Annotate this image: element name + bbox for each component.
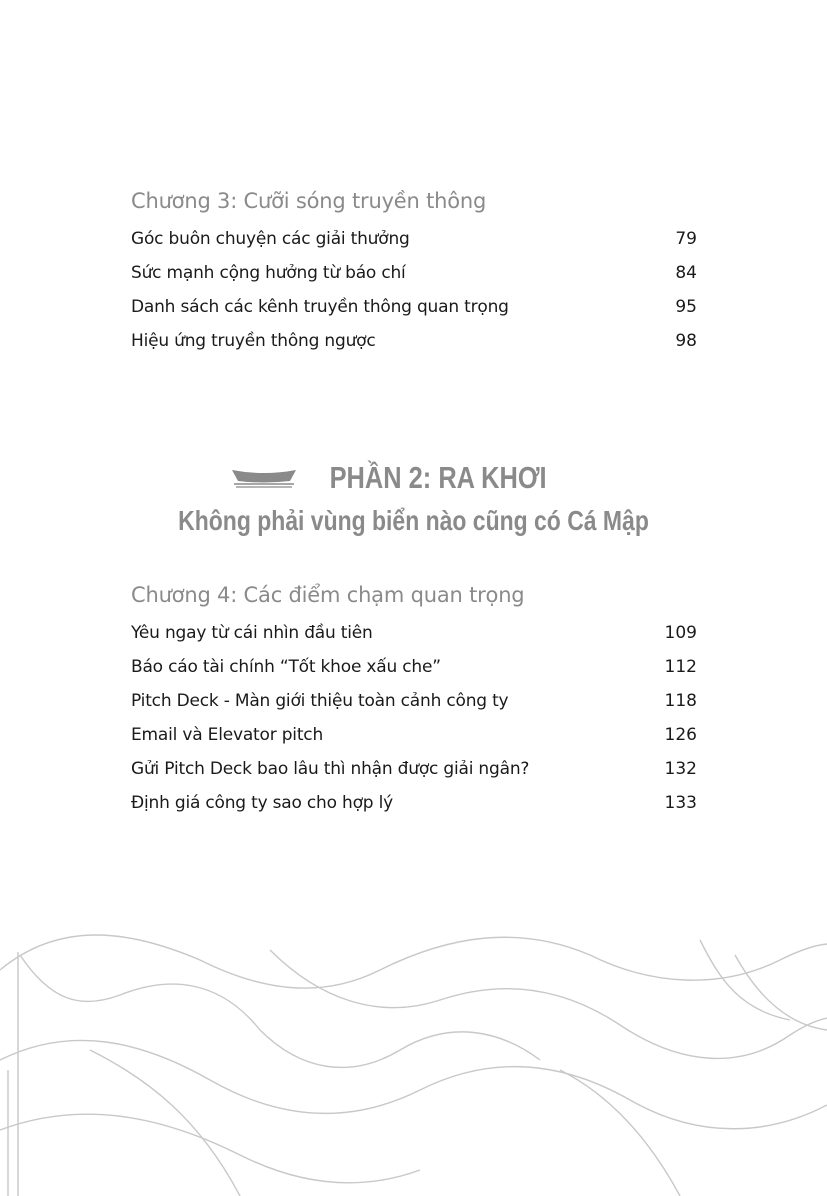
chapter-3-title: Chương 3: Cưỡi sóng truyền thông xyxy=(131,189,487,213)
toc-entry-page: 109 xyxy=(664,623,697,643)
toc-entry-page: 79 xyxy=(675,229,697,249)
wave-line xyxy=(270,950,827,1058)
wave-line xyxy=(560,1070,680,1196)
toc-entry-title: Gửi Pitch Deck bao lâu thì nhận được giải ngân? xyxy=(131,759,530,779)
toc-entry[interactable] xyxy=(131,260,697,286)
wave-line xyxy=(735,955,827,1030)
toc-entry-page: 98 xyxy=(675,331,697,351)
toc-entry-title: Hiệu ứng truyền thông ngược xyxy=(131,331,376,351)
toc-entry[interactable] xyxy=(131,294,697,320)
toc-entry[interactable] xyxy=(131,620,697,646)
part-2-title xyxy=(74,460,752,496)
toc-entry-title: Yêu ngay từ cái nhìn đầu tiên xyxy=(131,623,373,643)
part-2-subtitle: Không phải vùng biển nào cũng có Cá Mập xyxy=(178,505,649,536)
toc-entry[interactable] xyxy=(131,722,697,748)
wave-line xyxy=(0,1040,827,1128)
toc-entry[interactable] xyxy=(131,756,697,782)
toc-entry-title: Danh sách các kênh truyền thông quan trọng xyxy=(131,297,509,317)
toc-entry-page: 126 xyxy=(664,725,697,745)
chapter-4-title: Chương 4: Các điểm chạm quan trọng xyxy=(131,583,525,607)
toc-entry-page: 118 xyxy=(664,691,697,711)
toc-entry-title: Góc buôn chuyện các giải thưởng xyxy=(131,229,410,249)
toc-entry[interactable] xyxy=(131,226,697,252)
toc-entry-page: 132 xyxy=(664,759,697,779)
toc-entry-page: 95 xyxy=(675,297,697,317)
toc-entry-page: 112 xyxy=(664,657,697,677)
toc-entry[interactable] xyxy=(131,328,697,354)
toc-entry-title: Báo cáo tài chính “Tốt khoe xấu che” xyxy=(131,657,441,677)
toc-entry[interactable] xyxy=(131,790,697,816)
part-2-title-text: PHẦN 2: RA KHƠI xyxy=(329,460,547,495)
toc-entry[interactable] xyxy=(131,688,697,714)
toc-entry-page: 133 xyxy=(664,793,697,813)
toc-entry-title: Email và Elevator pitch xyxy=(131,725,324,745)
toc-entry-title: Sức mạnh cộng hưởng từ báo chí xyxy=(131,263,406,283)
toc-entry-title: Định giá công ty sao cho hợp lý xyxy=(131,793,393,813)
toc-entry-title: Pitch Deck - Màn giới thiệu toàn cảnh công ty xyxy=(131,691,509,711)
wave-decoration xyxy=(0,930,827,1196)
wave-line xyxy=(90,1050,240,1196)
toc-entry-page: 84 xyxy=(675,263,697,283)
wave-line xyxy=(20,955,540,1067)
toc-entry[interactable] xyxy=(131,654,697,680)
wave-line xyxy=(0,935,827,988)
